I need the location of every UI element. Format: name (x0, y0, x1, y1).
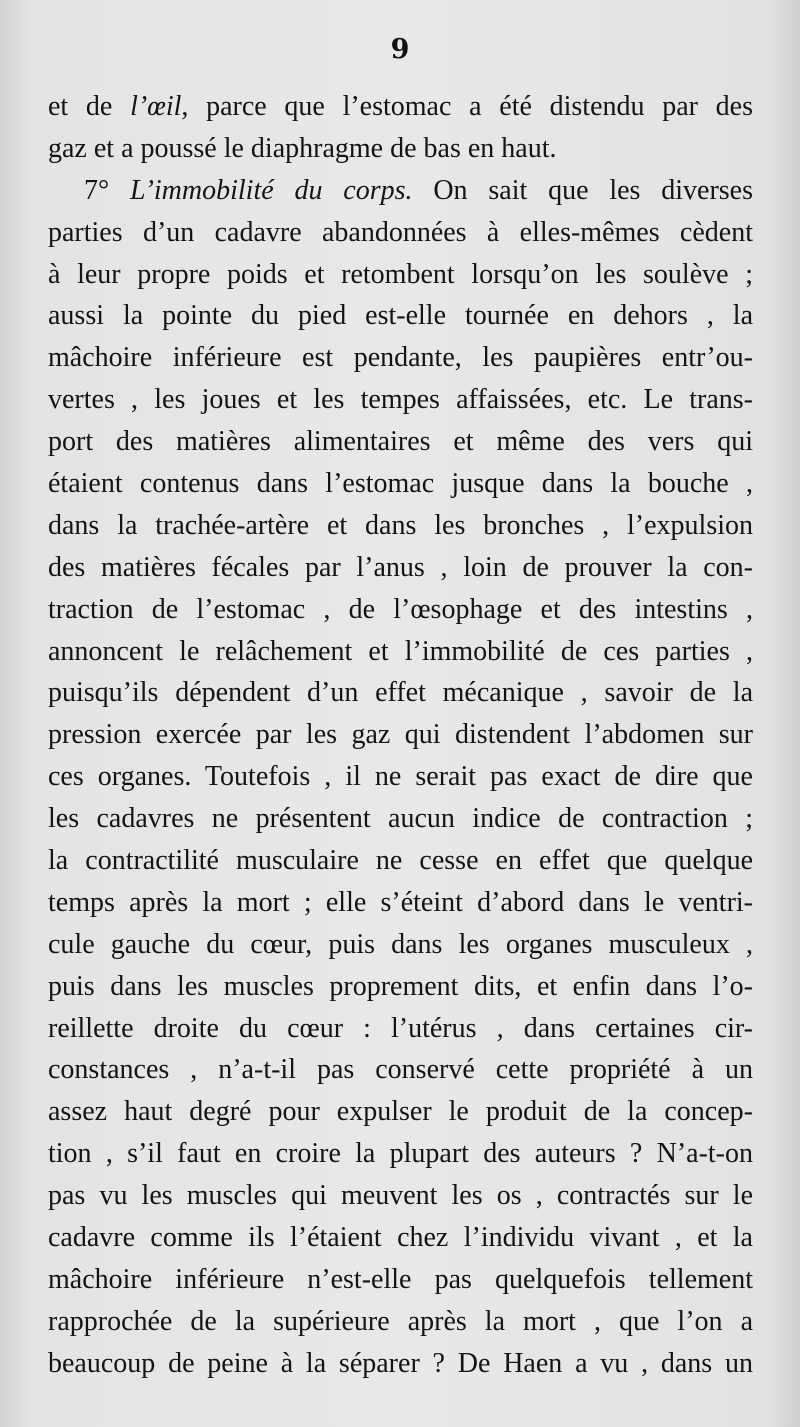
text-run: temps après la mort ; elle s’éteint d’abord dans le ventri- (48, 886, 753, 918)
text-run: dans la trachée-artère et dans les bronches , l’expulsion (48, 509, 753, 541)
text-run: à leur propre poids et retombent lorsqu’on les soulève ; (48, 258, 753, 290)
page-number: 9 (390, 34, 410, 65)
text-run: puis dans les muscles proprement dits, et enfin dans l’o- (48, 970, 753, 1002)
body-text (48, 86, 753, 1385)
italic-run: l’œil (130, 91, 182, 122)
text-line (48, 86, 753, 128)
text-run: tion , s’il faut en croire la plupart des auteurs ? N’a-t-on (48, 1138, 753, 1170)
text-line (48, 756, 753, 798)
text-run: puisqu’ils dépendent d’un effet mécanique , savoir de la (48, 677, 753, 709)
text-line (48, 924, 753, 966)
text-run: la contractilité musculaire ne cesse en effet que quelque (48, 845, 753, 877)
text-line (48, 505, 753, 547)
text-run: port des matières alimentaires et même des vers qui (48, 426, 753, 458)
text-line (48, 1091, 753, 1133)
text-run: reillette droite du cœur : l’utérus , dans certaines cir- (48, 1012, 753, 1044)
text-line (48, 882, 753, 924)
text-line (48, 547, 753, 589)
text-run: des matières fécales par l’anus , loin de prouver la con- (48, 551, 753, 583)
text-line (48, 212, 753, 254)
text-run: assez haut degré pour expulser le produit de la concep- (48, 1096, 753, 1128)
text-run: mâchoire inférieure est pendante, les paupières entr’ou- (48, 342, 753, 374)
text-line (48, 840, 753, 882)
text-run: étaient contenus dans l’estomac jusque dans la bouche , (48, 468, 753, 500)
text-run: les cadavres ne présentent aucun indice de contraction ; (48, 803, 753, 835)
text-line (48, 1259, 753, 1301)
text-line (48, 254, 753, 296)
text-run: traction de l’estomac , de l’œsophage et des intestins , (48, 593, 753, 625)
text-line (48, 1008, 753, 1050)
text-line (48, 170, 753, 212)
text-run: pas vu les muscles qui meuvent les os , contractés sur le (48, 1180, 753, 1212)
text-run: gaz et a poussé le diaphragme de bas en haut. (48, 132, 557, 164)
text-run: parties d’un cadavre abandonnées à elles-mêmes cèdent (48, 216, 753, 248)
text-run: ces organes. Toutefois , il ne serait pas exact de dire que (48, 761, 753, 793)
text-run: cadavre comme ils l’étaient chez l’individu vivant , et la (48, 1222, 753, 1254)
text-line (48, 1049, 753, 1091)
text-line (48, 1217, 753, 1259)
text-line (48, 1175, 753, 1217)
text-run: et de (48, 91, 131, 122)
text-line (48, 672, 753, 714)
text-run: aussi la pointe du pied est-elle tournée en dehors , la (48, 300, 753, 332)
text-line (48, 1301, 753, 1343)
text-line (48, 798, 753, 840)
italic-run: L’immobilité du corps. (130, 174, 413, 206)
text-run: cule gauche du cœur, puis dans les organes musculeux , (48, 928, 753, 960)
text-run: On sait que les diverses (412, 174, 753, 206)
text-line (48, 1133, 753, 1175)
text-line (48, 589, 753, 631)
text-line (48, 379, 753, 421)
text-run: , parce que l’estomac a été distendu par des (181, 91, 753, 122)
text-run: constances , n’a-t-il pas conservé cette propriété à un (48, 1054, 753, 1086)
text-line (48, 421, 753, 463)
text-run: 7° (84, 174, 131, 206)
text-run: mâchoire inférieure n’est-elle pas quelquefois tellement (48, 1263, 753, 1295)
text-line (48, 128, 753, 170)
text-line (48, 295, 753, 337)
text-line (48, 631, 753, 673)
text-run: pression exercée par les gaz qui distendent l’abdomen sur (48, 719, 753, 751)
text-line (48, 714, 753, 756)
text-line (48, 966, 753, 1008)
text-line (48, 463, 753, 505)
text-run: beaucoup de peine à la séparer ? De Haen a vu , dans un (48, 1347, 753, 1379)
text-line (48, 337, 753, 379)
text-run: vertes , les joues et les tempes affaissées, etc. Le trans- (48, 384, 753, 416)
text-run: annoncent le relâchement et l’immobilité de ces parties , (48, 635, 753, 667)
text-run: rapprochée de la supérieure après la mort , que l’on a (48, 1305, 753, 1337)
text-line (48, 1343, 753, 1385)
